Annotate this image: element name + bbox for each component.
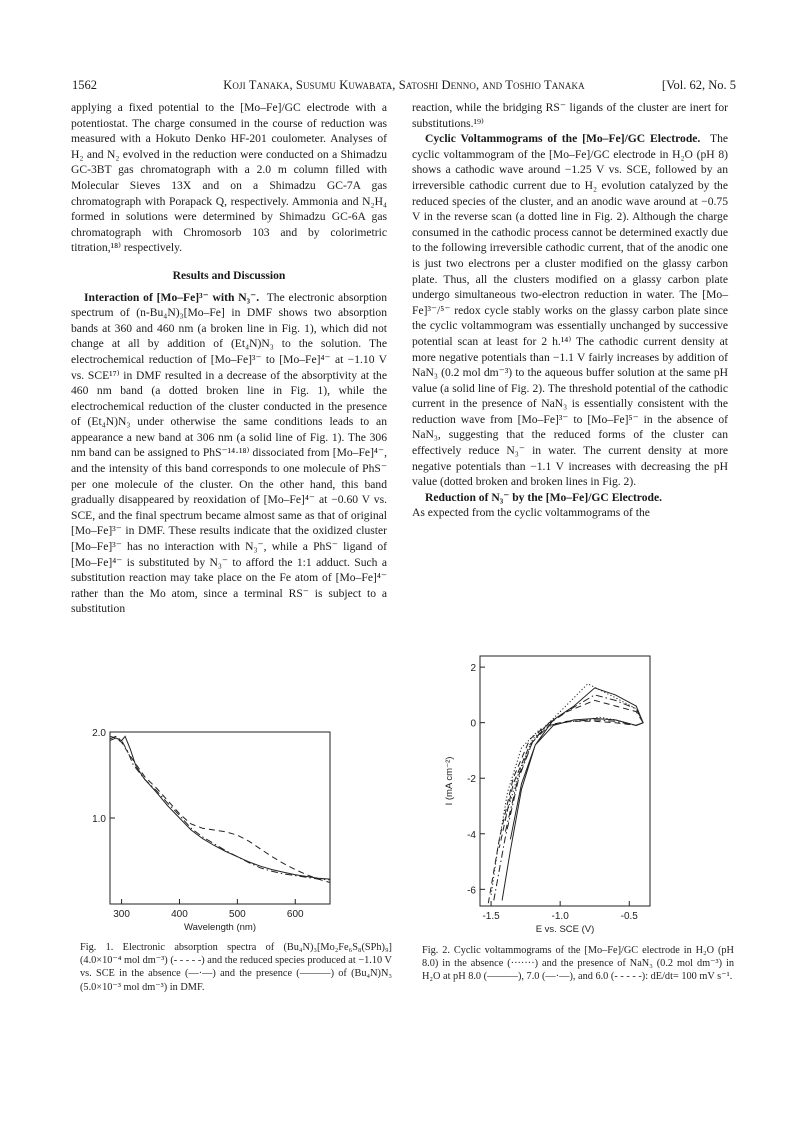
series-line-broken	[488, 700, 643, 903]
y-tick-label: -2	[467, 774, 476, 786]
y-tick-label: 2	[470, 663, 476, 675]
y-tick-label: -6	[467, 885, 476, 897]
series-line-solid	[502, 688, 643, 901]
paragraph	[412, 131, 728, 490]
figure-1-caption: Fig. 1. Electronic absorption spectra of (Bu₄N)₃[Mo₂Fe₆S₈(SPh)₉] (4.0×10⁻⁴ mol dm⁻³) (- - - - -) and the reduced species produced at −1.10 V vs. SCE in the absence (—·—) and the presence (———) of (Bu₄N)N₃ (5.0×10⁻³ mol dm⁻³) in DMF.	[80, 942, 392, 993]
x-axis-label: Wavelength (nm)	[184, 922, 256, 933]
x-axis-label: E vs. SCE (V)	[535, 924, 595, 935]
series-line-dotted	[491, 684, 643, 895]
volume-info: [Vol. 62, No. 5	[661, 78, 736, 92]
x-tick-label: -1.0	[551, 911, 569, 922]
paragraph	[71, 290, 387, 617]
section-heading: Results and Discussion	[172, 268, 286, 282]
left-column	[71, 100, 387, 617]
series-line-broken	[110, 738, 330, 883]
y-tick-label: 1.0	[92, 814, 106, 825]
figure-2-chart	[440, 650, 670, 940]
paragraph-text: The cyclic voltammogram of the [Mo–Fe]/GC electrode in H₂O (pH 8) shows a cathodic wave around −1.25 V vs. SCE, followed by an irreversible cathodic current due to H₂ evolution catalyzed by the reduced species of the cluster, and an anodic wave around at −0.75 V in the reverse scan (a dotted line in Fig. 2). Although the charge consumed in the cathodic process cannot be determined exactly due to the following irreversible cathodic current, that of the anodic one is just two electrons per a cluster modified on the glassy carbon plate. Thus, all the clusters modified on a glassy carbon plate undergo simultaneous two-electron reduction in water. The [Mo–Fe]³⁻/⁵⁻ redox cycle stably works on the glassy carbon plate since the cyclic voltammogram was essentially unchanged by successive potential scan at least for 2 h.¹⁴⁾ The cathodic current density at more negative potentials than −1.1 V fairly increases by addition of NaN₃ (0.2 mol dm⁻³) to the aqueous buffer solution at the same pH value (a solid line of Fig. 2). The threshold potential of the cathodic current in the presence of NaN₃ is essentially consistent with the reduction wave from [Mo–Fe]³⁻ to [Mo–Fe]⁵⁻ in the absence of NaN₃, suggesting that the reduced forms of the cluster can effectively reduce N₃⁻ in water. The current density at more negative potentials than −1.1 V increases with decreasing the pH value (dotted broken and broken lines in Fig. 2).	[412, 132, 729, 489]
paragraph	[412, 490, 728, 506]
series-line-solid	[110, 736, 330, 879]
y-tick-label: 0	[470, 718, 476, 730]
figure-1-chart	[82, 720, 342, 935]
x-tick-label: 500	[229, 909, 246, 920]
plot-frame	[110, 732, 330, 904]
paragraph: applying a fixed potential to the [Mo–Fe]/GC electrode with a potentiostat. The charge consumed in the course of reduction was measured with a Hokuto Denko HF-201 coulometer. Analyses of H₂ and N₂ evolved in the reduction were conducted on a Shimadzu GC-3BT gas chromatograph with a 2.0 m column filled with Molecular Sieves 13X and on a Shimadzu GC-7A gas chromatograph with Porapack Q, respectively. Ammonia and N₂H₄ formed in solutions were determined by Shimadzu GC-6A gas chromatograph with Chromosorb 103 and by colorimetric titration,¹⁸⁾ respectively.	[71, 101, 387, 255]
page-number: 1562	[72, 78, 97, 92]
run-in-heading: Interaction of [Mo–Fe]³⁻ with N₃⁻.	[84, 290, 260, 304]
paragraph: reaction, while the bridging RS⁻ ligands of the cluster are inert for substitutions.¹⁹⁾	[412, 101, 728, 130]
paragraph: As expected from the cyclic voltammograms of the	[412, 506, 650, 520]
run-in-heading: Cyclic Voltammograms of the [Mo–Fe]/GC Electrode.	[425, 132, 701, 146]
page-header	[72, 78, 736, 94]
y-tick-label: -4	[467, 829, 476, 841]
series-line-dash-dot	[494, 695, 643, 901]
right-column	[412, 100, 728, 521]
series-line-dash-dot	[110, 736, 330, 880]
x-tick-label: -0.5	[620, 911, 638, 922]
plot-frame	[480, 656, 650, 906]
x-tick-label: 400	[171, 909, 188, 920]
run-in-heading: Reduction of N₃⁻ by the [Mo–Fe]/GC Electrode.	[425, 490, 663, 504]
figure-2-caption: Fig. 2. Cyclic voltammograms of the [Mo–Fe]/GC electrode in H₂O (pH 8.0) in the absence (·······) and the presence of NaN₃ (0.2 mol dm⁻³) in H₂O at pH 8.0 (———), 7.0 (—·—), and 6.0 (- - - - -): dE/dt= 100 mV s⁻¹.	[422, 945, 734, 983]
x-tick-label: -1.5	[482, 911, 500, 922]
x-tick-label: 300	[113, 909, 130, 920]
paragraph-text: The electronic absorption spectrum of (n-Bu₄N)₃[Mo–Fe] in DMF shows two absorption bands at 360 and 460 nm (a broken line in Fig. 1), which did not change at all by addition of (Et₄N)N₃ to the solution. The electrochemical reduction of [Mo–Fe]³⁻ to [Mo–Fe]⁴⁻ at −1.10 V vs. SCE¹⁷⁾ in DMF resulted in a decrease of the absorptivity at the 460 nm band (a dotted broken line in Fig. 1), while the electrochemical reduction of the cluster conducted in the presence of (Et₄N)N₃ under otherwise the same conditions leads to an appearance a new band at 306 nm (a solid line of Fig. 1). The 306 nm band can be assigned to PhS⁻¹⁴·¹⁸⁾ dissociated from [Mo–Fe]⁴⁻, and the intensity of this band corresponds to one molecule of PhS⁻ per one molecule of the cluster. On the other hand, this band gradually disappeared by reoxidation of [Mo–Fe]⁴⁻ at −0.60 V vs. SCE, and the final spectrum became almost same as that of original [Mo–Fe]³⁻ in DMF. These results indicate that the oxidized cluster [Mo–Fe]³⁻ has no interaction with N₃⁻, while a PhS⁻ ligand of [Mo–Fe]⁴⁻ is substituted by N₃⁻ to afford the 1:1 adduct. Such a substitution reaction may take place on the Fe atom of [Mo–Fe]⁴⁻ rather than the Mo atom, since a terminal RS⁻ is subject to a substitution	[71, 290, 387, 616]
author-line: Koji Tanaka, Susumu Kuwabata, Satoshi Denno, and Toshio Tanaka	[223, 78, 585, 92]
y-tick-label: 2.0	[92, 728, 106, 739]
x-tick-label: 600	[286, 909, 304, 920]
y-axis-label: I (mA cm⁻²)	[444, 756, 455, 806]
